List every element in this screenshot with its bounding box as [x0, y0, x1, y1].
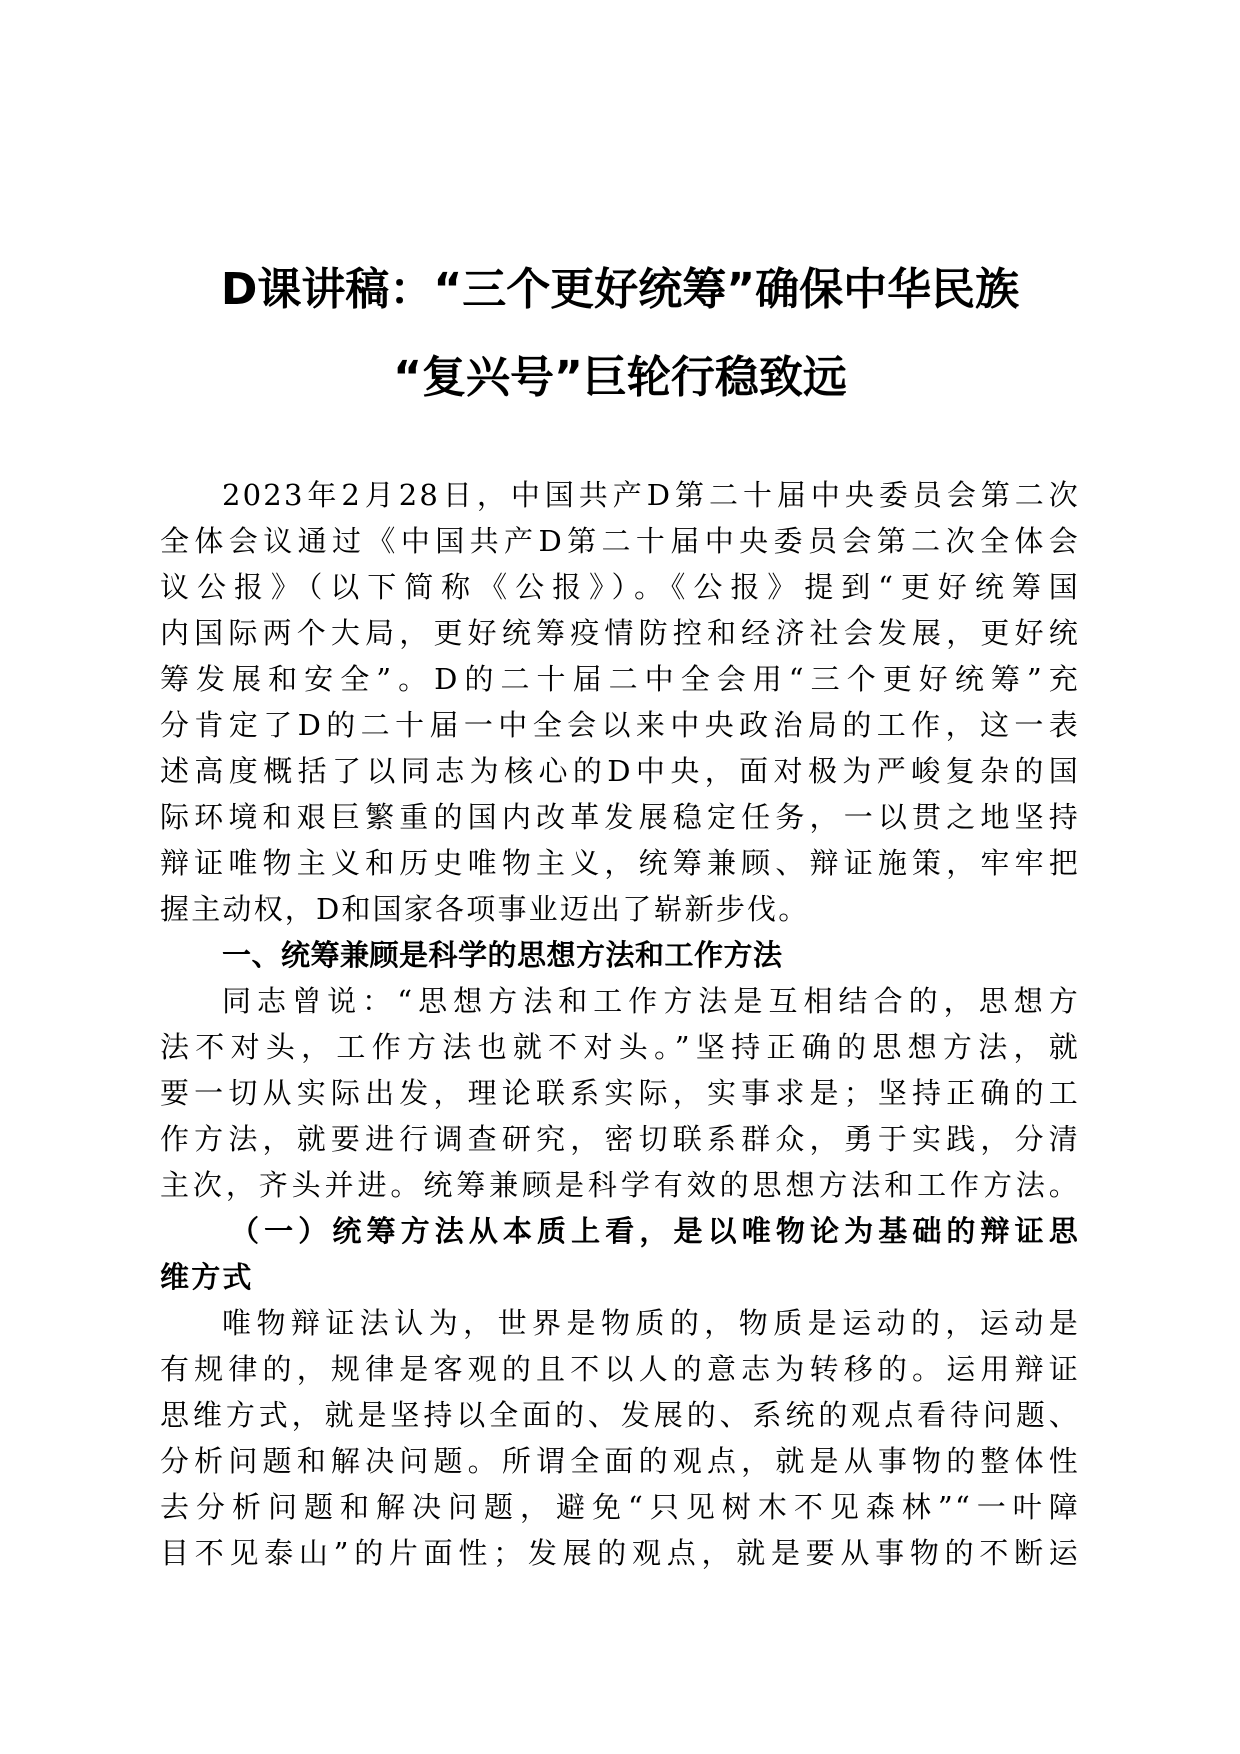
document-title-line-1: D课讲稿：“三个更好统筹”确保中华民族 [220, 264, 1020, 315]
paragraph-line: 作方法，就要进行调查研究，密切联系群众，勇于实践，分清 [160, 1122, 1080, 1156]
section-heading-1: 一、统筹兼顾是科学的思想方法和工作方法 [222, 938, 783, 972]
paragraph-intro [160, 472, 1080, 932]
paragraph-line: 辩证唯物主义和历史唯物主义，统筹兼顾、辩证施策，牢牢把 [160, 846, 1080, 880]
paragraph-line: 分肯定了D的二十届一中全会以来中央政治局的工作，这一表 [160, 708, 1080, 742]
paragraph-line: 全体会议通过《中国共产D第二十届中央委员会第二次全体会 [160, 524, 1080, 558]
paragraph-dialectics [160, 1300, 1080, 1576]
paragraph-line: 分析问题和解决问题。所谓全面的观点，就是从事物的整体性 [160, 1444, 1080, 1478]
document-body [160, 472, 1080, 1576]
subsection-heading-line: 维方式 [160, 1260, 254, 1294]
paragraph-line: 述高度概括了以同志为核心的D中央，面对极为严峻复杂的国 [160, 754, 1080, 788]
paragraph-line: 同志曾说：“思想方法和工作方法是互相结合的，思想方 [222, 984, 1080, 1018]
paragraph-line: 内国际两个大局，更好统筹疫情防控和经济社会发展，更好统 [160, 616, 1080, 650]
paragraph-line: 议公报》（以下简称《公报》）。《公报》提到“更好统筹国 [160, 570, 1080, 604]
paragraph-line: 目不见泰山”的片面性；发展的观点，就是要从事物的不断运 [160, 1536, 1080, 1570]
paragraph-line: 际环境和艰巨繁重的国内改革发展稳定任务，一以贯之地坚持 [160, 800, 1080, 834]
paragraph-line: 主次，齐头并进。统筹兼顾是科学有效的思想方法和工作方法。 [160, 1168, 1080, 1202]
paragraph-line: 去分析问题和解决问题，避免“只见树木不见森林”“一叶障 [160, 1490, 1080, 1524]
paragraph-line: 要一切从实际出发，理论联系实际，实事求是；坚持正确的工 [160, 1076, 1080, 1110]
paragraph-line: 2023年2月28日，中国共产D第二十届中央委员会第二次 [222, 478, 1080, 512]
paragraph-line: 握主动权，D和国家各项事业迈出了崭新步伐。 [160, 892, 810, 926]
paragraph-line: 唯物辩证法认为，世界是物质的，物质是运动的，运动是 [222, 1306, 1080, 1340]
paragraph-line: 思维方式，就是坚持以全面的、发展的、系统的观点看待问题、 [160, 1398, 1080, 1432]
paragraph-methods [160, 978, 1080, 1208]
paragraph-line: 筹发展和安全”。D的二十届二中全会用“三个更好统筹”充 [160, 662, 1080, 696]
subsection-heading-1 [160, 1208, 1080, 1300]
document-title-line-2: “复兴号”巨轮行稳致远 [393, 352, 847, 403]
paragraph-line: 法不对头，工作方法也就不对头。”坚持正确的思想方法，就 [160, 1030, 1080, 1064]
subsection-heading-line: （一）统筹方法从本质上看，是以唯物论为基础的辩证思 [230, 1214, 1080, 1248]
paragraph-line: 有规律的，规律是客观的且不以人的意志为转移的。运用辩证 [160, 1352, 1080, 1386]
